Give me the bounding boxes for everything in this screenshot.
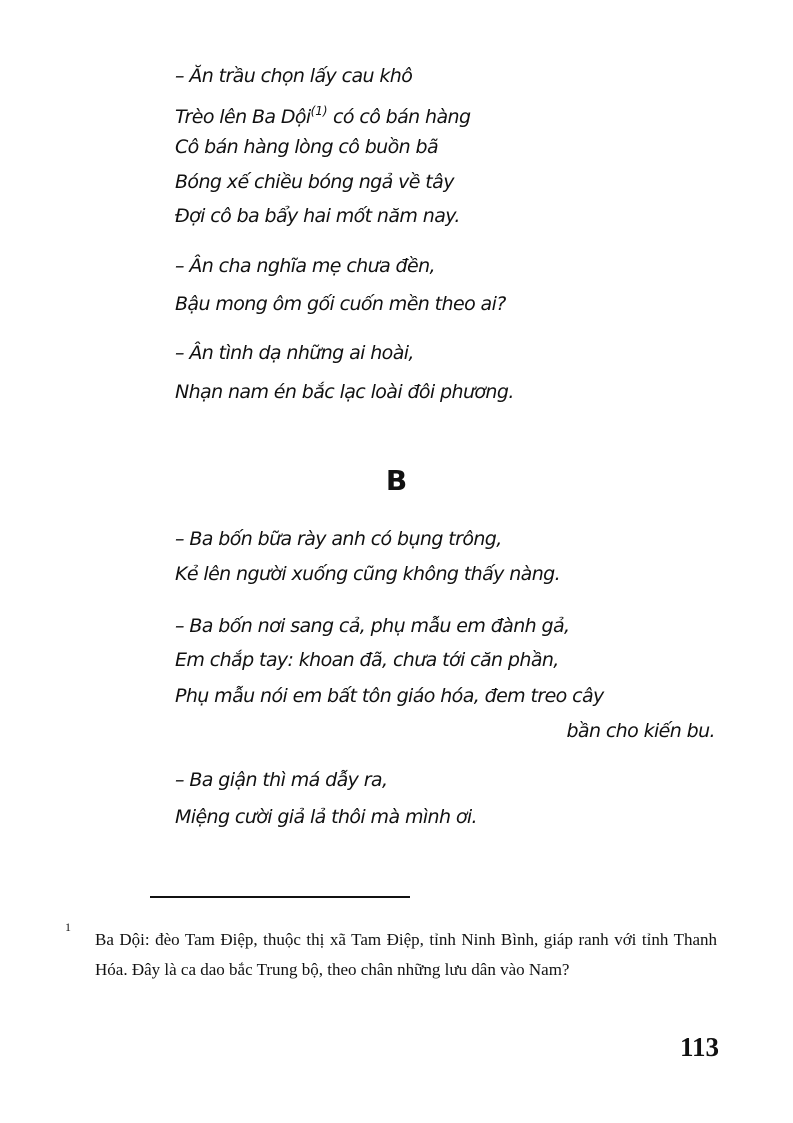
verse-line: Bóng xế chiều bóng ngả về tây	[175, 171, 454, 193]
footnote-text: Ba Dội: đèo Tam Điệp, thuộc thị xã Tam Điệp, tỉnh Ninh Bình, giáp ranh với tỉnh Thanh Hóa. Đây là ca dao bắc Trung bộ, theo chân những lưu dân vào Nam?	[95, 930, 717, 979]
footnote-reference[interactable]: (1)	[310, 104, 328, 118]
verse-line: Cô bán hàng lòng cô buồn bã	[175, 136, 439, 158]
footnote-marker: 1	[65, 920, 71, 934]
verse-text: Trèo lên Ba Dội	[175, 106, 311, 128]
section-heading: B	[385, 464, 408, 497]
verse-line: – Ba bốn bữa rày anh có bụng trông,	[175, 528, 502, 550]
verse-line: – Ba bốn nơi sang cả, phụ mẫu em đành gả,	[175, 615, 570, 637]
verse-line: Miệng cười giả lả thôi mà mình ơi.	[175, 806, 477, 828]
verse-line: – Ăn trầu chọn lấy cau khô	[175, 65, 413, 87]
verse-line: Kẻ lên người xuống cũng không thấy nàng.	[175, 563, 561, 585]
footnote-divider	[150, 896, 410, 898]
verse-line	[175, 99, 470, 129]
verse-line: Phụ mẫu nói em bất tôn giáo hóa, đem treo cây	[175, 685, 604, 707]
verse-text: có cô bán hàng	[327, 106, 471, 128]
verse-line: – Ân tình dạ những ai hoài,	[175, 342, 414, 364]
verse-line: Em chắp tay: khoan đã, chưa tới căn phần,	[175, 649, 559, 671]
verse-line: bần cho kiến bu.	[566, 720, 715, 742]
page-number: 113	[679, 1032, 719, 1062]
verse-line: Nhạn nam én bắc lạc loài đôi phương.	[175, 381, 514, 403]
verse-line: – Ân cha nghĩa mẹ chưa đền,	[175, 255, 435, 277]
verse-line: Đợi cô ba bẩy hai mốt năm nay.	[175, 205, 460, 227]
verse-line: – Ba giận thì má dẫy ra,	[175, 769, 388, 791]
verse-line: Bậu mong ôm gối cuốn mền theo ai?	[175, 293, 506, 315]
